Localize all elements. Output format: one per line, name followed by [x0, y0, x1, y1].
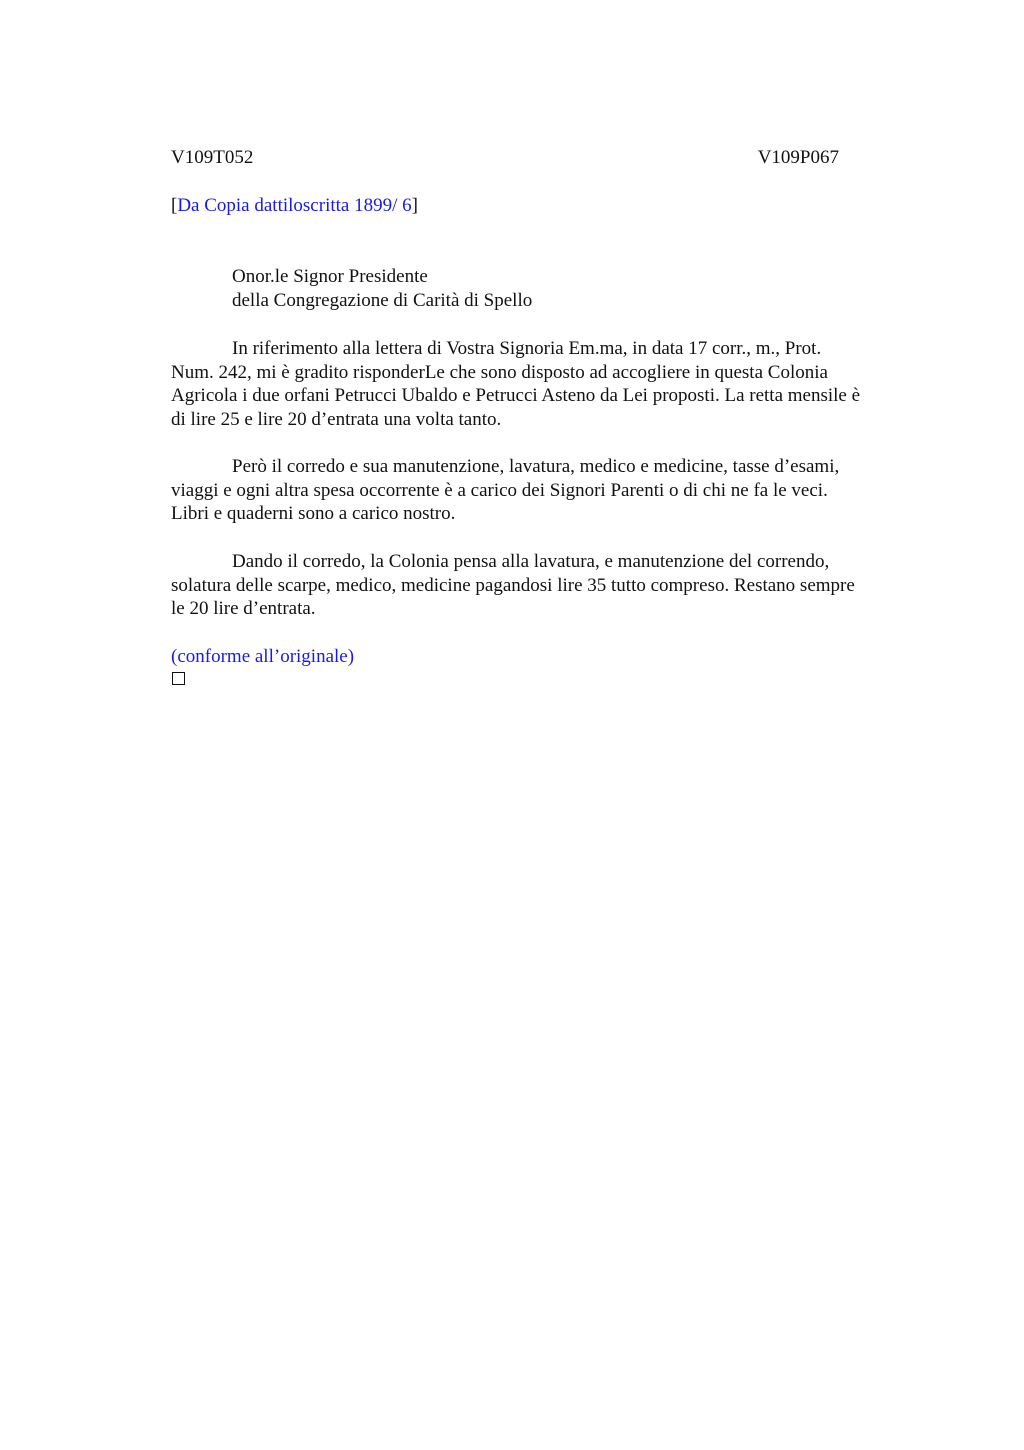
- addressee-line-2: della Congregazione di Carità di Spello: [232, 290, 533, 311]
- document-header: [171, 146, 839, 170]
- addressee-block: [232, 265, 532, 313]
- paragraph-line: solatura delle scarpe, medico, medicine pagandosi lire 35 tutto compreso. Restano sempre: [171, 574, 855, 596]
- paragraph-line: Però il corredo e sua manutenzione, lavatura, medico e medicine, tasse d’esami,: [232, 456, 840, 477]
- source-reference: [171, 194, 418, 218]
- paragraph-1: [171, 337, 921, 431]
- paragraph-line: di lire 25 e lire 20 d’entrata una volta tanto.: [171, 408, 502, 430]
- empty-box-icon: [172, 672, 185, 685]
- paragraph-3: [171, 550, 921, 621]
- paragraph-line: Libri e quaderni sono a carico nostro.: [171, 503, 456, 525]
- paragraph-line: le 20 lire d’entrata.: [171, 598, 316, 620]
- addressee-line-1: Onor.le Signor Presidente: [232, 266, 428, 287]
- paragraph-line: In riferimento alla lettera di Vostra Signoria Em.ma, in data 17 corr., m., Prot.: [232, 338, 822, 359]
- paragraph-line: viaggi e ogni altra spesa occorrente è a carico dei Signori Parenti o di chi ne fa le veci.: [171, 479, 828, 501]
- conformity-note: (conforme all’originale): [171, 646, 355, 667]
- paragraph-line: Dando il corredo, la Colonia pensa alla lavatura, e manutenzione del correndo,: [232, 551, 830, 572]
- source-close-bracket: ]: [411, 195, 418, 216]
- paragraph-line: Agricola i due orfani Petrucci Ubaldo e Petrucci Asteno da Lei proposti. La retta mensile è: [171, 385, 861, 407]
- document-code-right: V109P067: [757, 147, 839, 168]
- paragraph-line: Num. 242, mi è gradito risponderLe che sono disposto ad accogliere in questa Colonia: [171, 361, 828, 383]
- document-code-left: V109T052: [171, 147, 254, 168]
- source-open-bracket: [: [171, 195, 178, 216]
- paragraph-2: [171, 455, 921, 526]
- source-reference-text: Da Copia dattiloscritta 1899/ 6: [177, 195, 412, 216]
